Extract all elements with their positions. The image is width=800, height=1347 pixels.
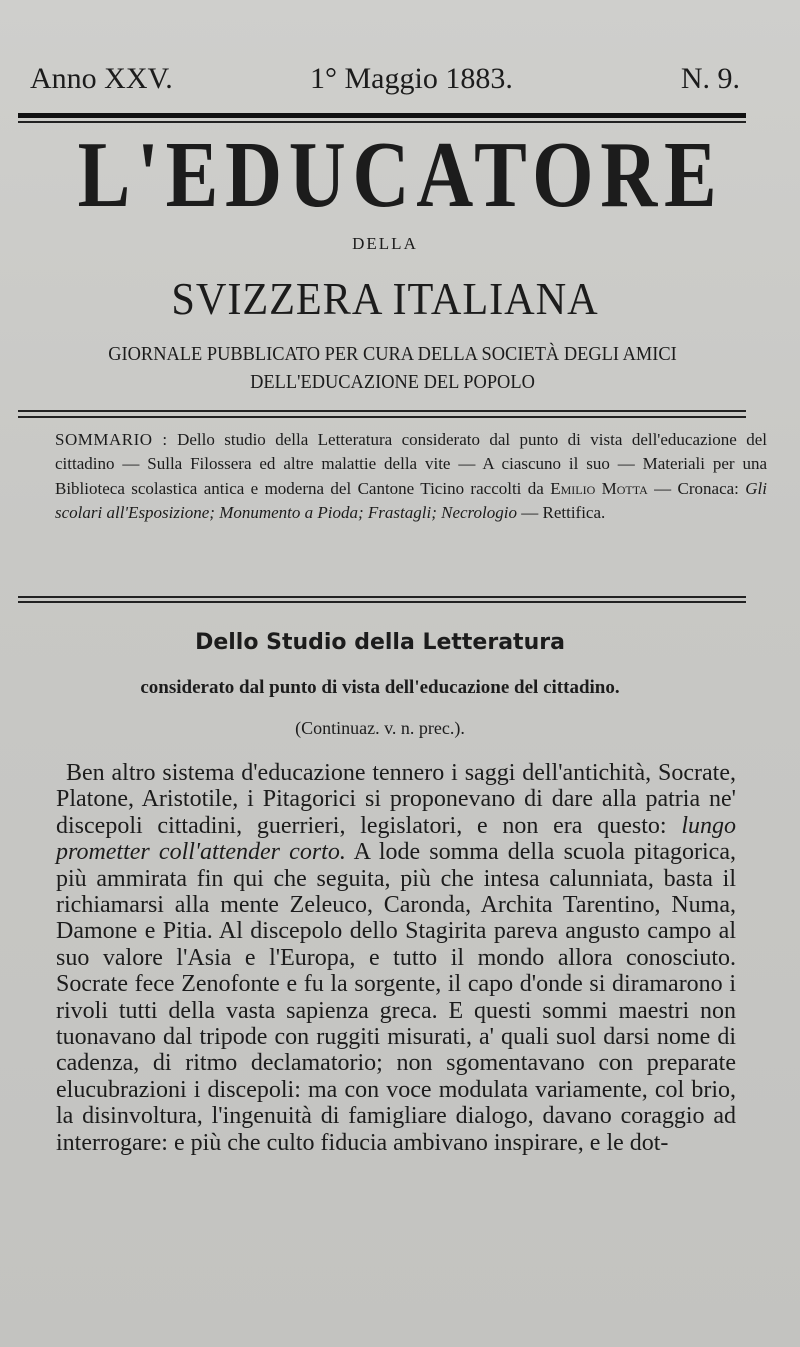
title-della: DELLA xyxy=(352,234,418,253)
sommario-end: — Rettifica. xyxy=(521,502,606,522)
issue-date: 1° Maggio 1883. xyxy=(310,62,513,95)
description-line-1: GIORNALE PUBBLICATO PER CURA DELLA SOCIETÀ DEGLI AMICI xyxy=(108,343,677,365)
sommario-rule-top xyxy=(18,410,746,412)
sommario-text: Dello studio della Letteratura considerato dal punto di vista dell'educazione del cittadino — Sulla Filossera ed altre malattie della vite — A ciascuno il suo — Materiali per una Biblioteca scolastica antica e moderna del Cantone Ticino raccolti da xyxy=(55,430,767,498)
sommario-rule-bottom-2 xyxy=(18,601,746,603)
publication-description xyxy=(31,340,753,396)
sommario-label: SOMMARIO : xyxy=(55,430,168,449)
sommario-cronaca: — Cronaca: xyxy=(654,478,739,498)
article-body xyxy=(56,760,736,1156)
body-part-2: A lode somma della scuola pitagorica, più ammirata fin qui che seguita, più che intesa calunniata, basta il richiamarsi alla mente Zeleuco, Caronda, Archita Tarentino, Numa, Damone e Pitia. Al discepolo dello Stagirita pareva angusto campo al suo valore l'Asia e l'Europa, e tutto il mondo allora conosciuto. Socrate fece Zenofonte e fu la sorgente, il capo d'onde si diramarono i rivoli tutti della vasta sapienza greca. E questi sommi maestri non tuonavano dal tripode con ruggiti misurati, a' quali suol darsi nome di cadenza, di ritmo declamatorio; non sgomentavano con preparate elucubrazioni i discepoli: ma con voce modulata variamente, col brio, la disinvoltura, l'ingenuità di famigliare dialogo, davano coraggio ad interrogare: e più che culto fiducia ambivano inspirare, e le dot- xyxy=(56,839,736,1156)
newspaper-title: L'EDUCATORE xyxy=(77,123,724,227)
article-continuation: (Continuaz. v. n. prec.). xyxy=(295,718,465,738)
article-title: Dello Studio della Letteratura xyxy=(195,630,565,655)
sommario-author: Emilio Motta xyxy=(550,478,648,498)
issue-header xyxy=(30,62,740,102)
sommario-rule-bottom xyxy=(18,596,746,598)
table-of-contents xyxy=(55,428,767,525)
title-country: SVIZZERA ITALIANA xyxy=(171,273,599,324)
body-part-1: Ben altro sistema d'educazione tennero i saggi dell'antichità, Socrate, Platone, Aristotile, i Pitagorici si proponevano di dare alla patria ne' discepoli cittadini, guerrieri, legislatori, e non era questo: xyxy=(56,760,736,839)
sommario-rule-top-2 xyxy=(18,416,746,418)
header-rule xyxy=(18,113,746,118)
issue-number: N. 9. xyxy=(680,62,740,95)
article-subtitle: considerato dal punto di vista dell'educazione del cittadino. xyxy=(140,677,620,698)
sommario-cronaca-items: Gli scolari all'Esposizione; Monumento a Pioda; Frastagli; Necrologio xyxy=(55,478,767,522)
description-line-2: DELL'EDUCAZIONE DEL POPOLO xyxy=(250,371,535,393)
volume-label: Anno XXV. xyxy=(30,62,173,95)
body-italic-quote: lungo prometter coll'attender corto. xyxy=(56,812,737,866)
